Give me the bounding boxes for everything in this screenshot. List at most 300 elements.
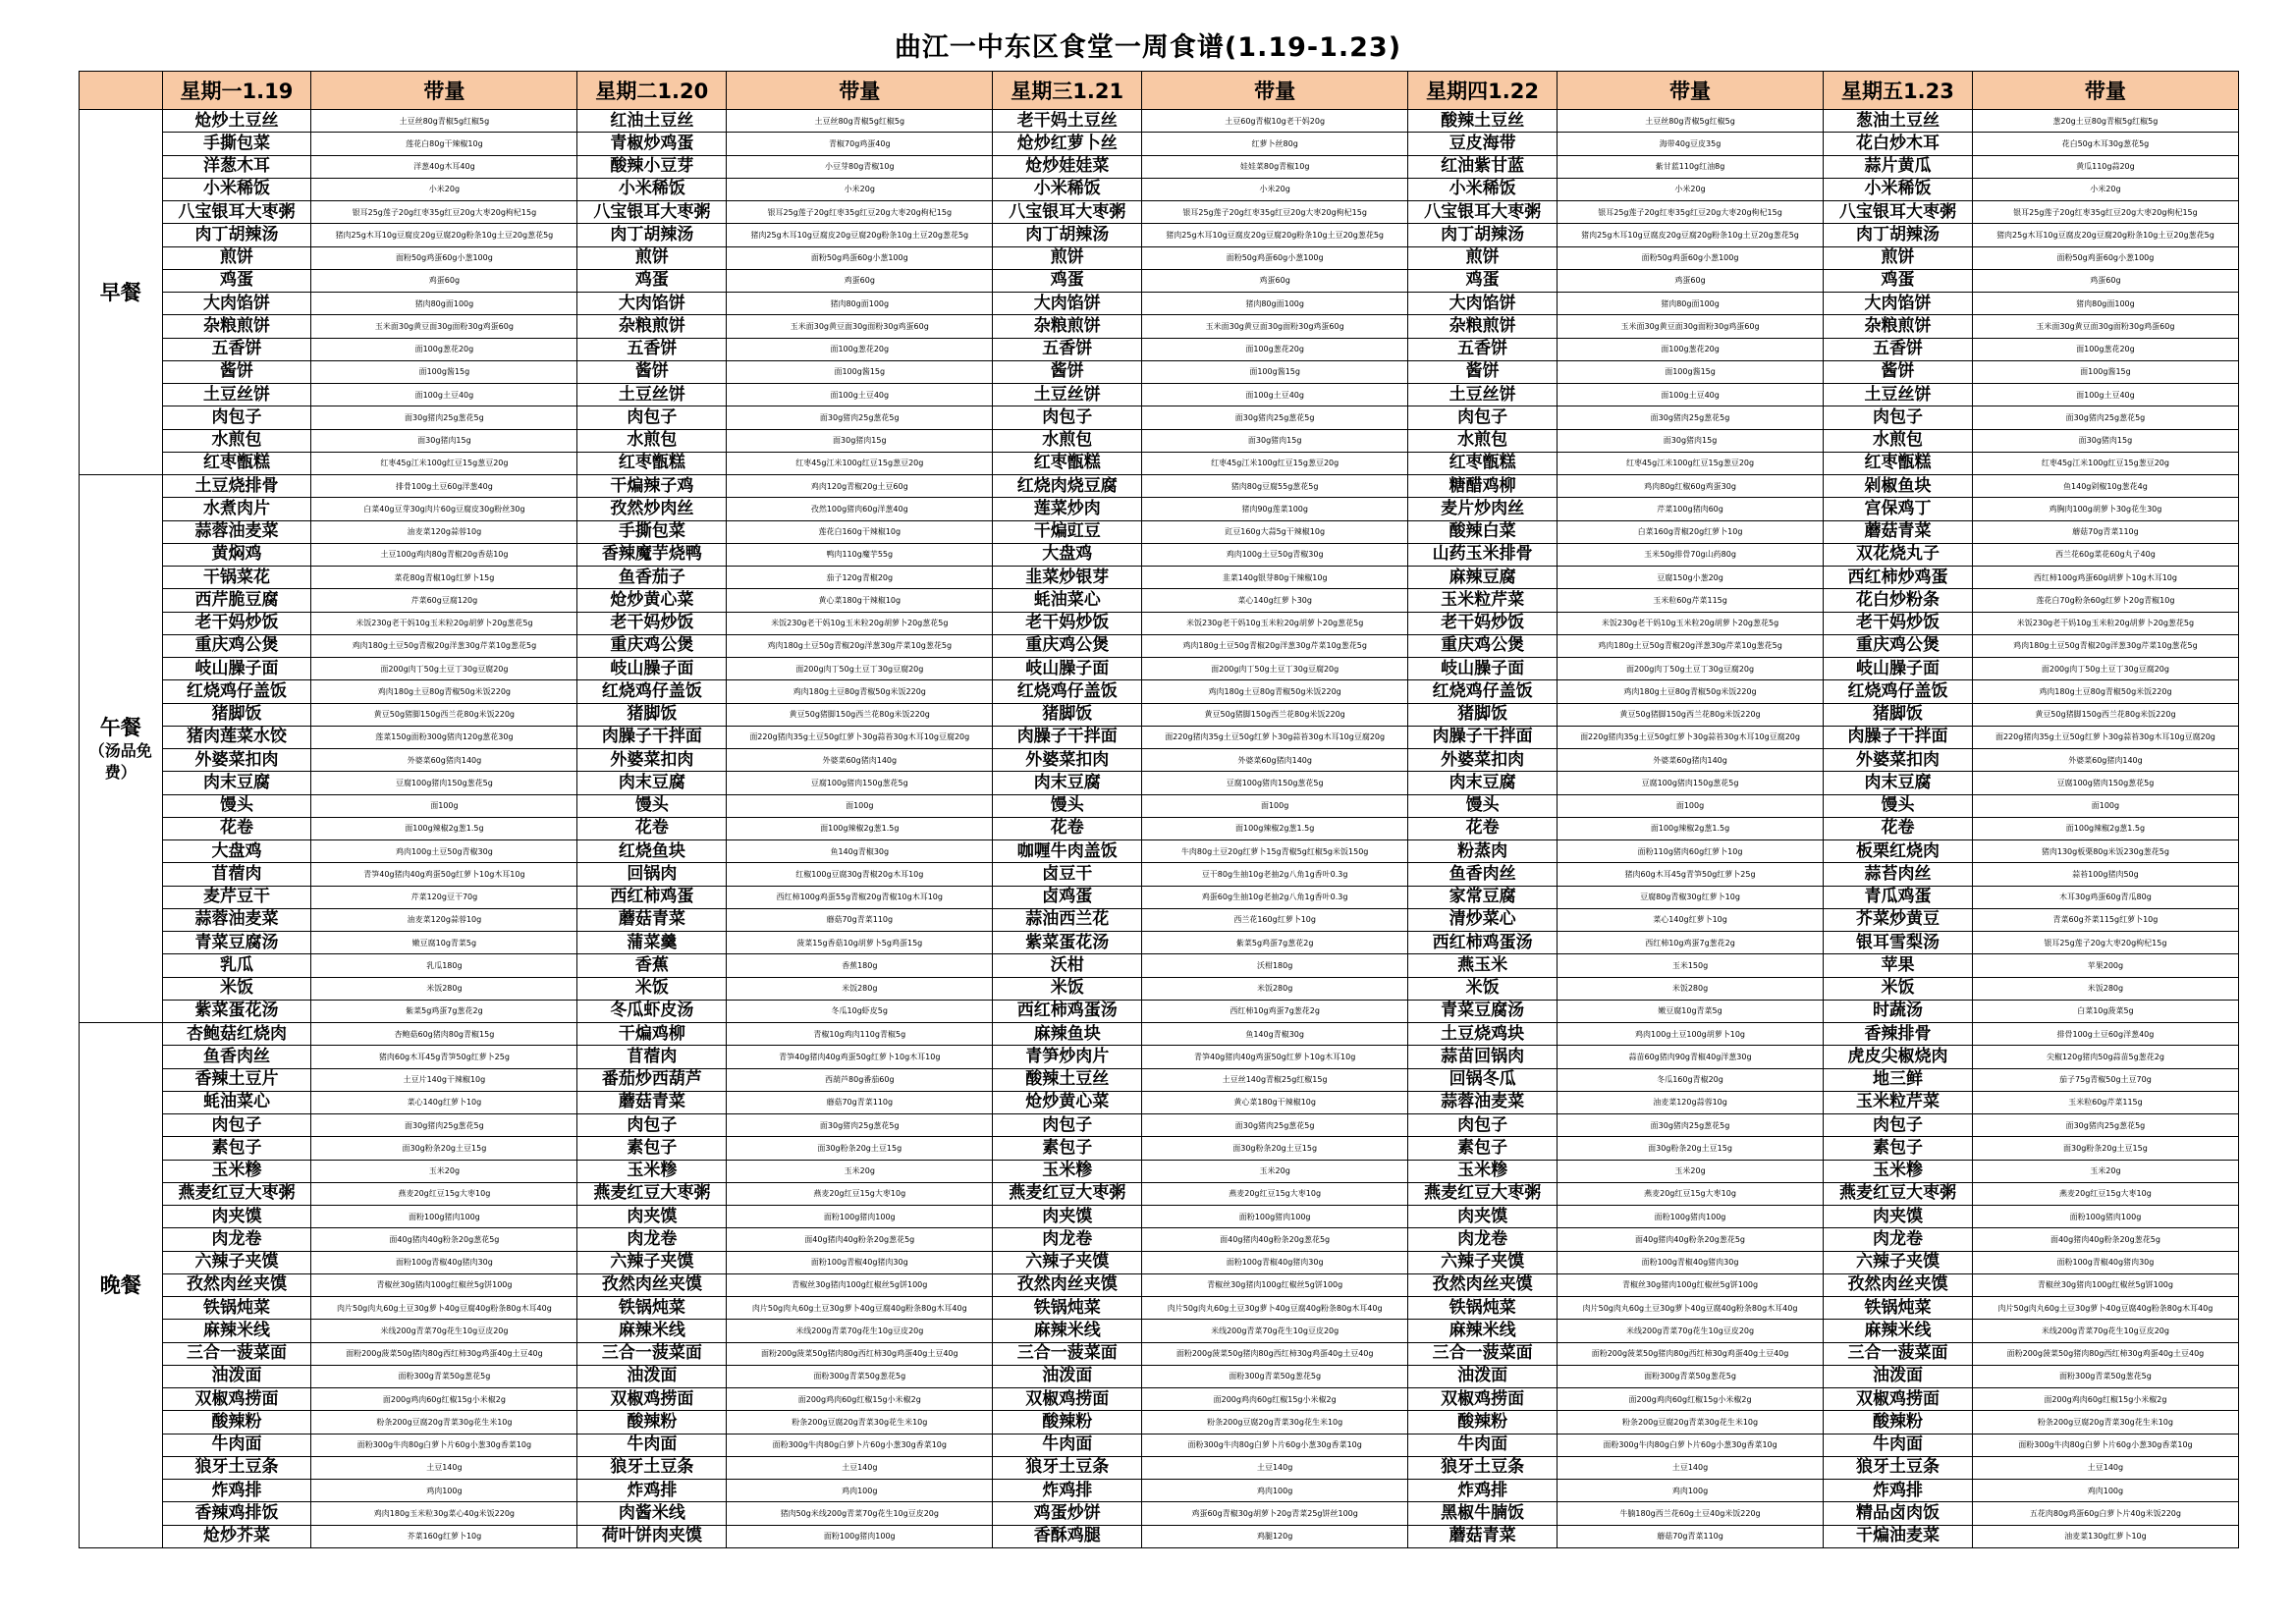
dish-quantity: 玉米20g	[1557, 1160, 1823, 1182]
dish-name: 西红柿鸡蛋汤	[1408, 932, 1558, 954]
dish-name: 香辣魔芋烧鸭	[577, 543, 727, 566]
dish-quantity: 面粉100g猪肉100g	[1557, 1206, 1823, 1228]
dish-quantity: 米饭280g	[727, 977, 993, 1000]
dish-quantity: 西红柿10g鸡蛋7g葱花2g	[1557, 932, 1823, 954]
header-row	[80, 72, 2239, 110]
dish-quantity: 鸡肉180g土豆50g青椒20g洋葱30g芹菜10g葱花5g	[311, 634, 577, 657]
dish-quantity: 鸡肉180g土豆50g青椒20g洋葱30g芹菜10g葱花5g	[1142, 634, 1408, 657]
dish-quantity: 玉米20g	[727, 1160, 993, 1182]
dish-quantity: 冬瓜10g虾皮5g	[727, 1000, 993, 1022]
dish-quantity: 猪肉80g面100g	[1142, 293, 1408, 315]
dish-quantity: 莲花白80g干辣椒10g	[311, 133, 577, 155]
dish-name: 燕玉米	[1408, 954, 1558, 977]
dish-quantity: 葱20g土豆80g青椒5g红椒5g	[1972, 110, 2238, 133]
dish-name: 狼牙土豆条	[162, 1456, 311, 1479]
dish-name: 咖喱牛肉盖饭	[993, 840, 1142, 863]
menu-row	[80, 1388, 2239, 1411]
dish-quantity: 黄豆50g猪脚150g西兰花80g米饭220g	[1142, 703, 1408, 726]
dish-quantity: 菜花80g青椒10g红萝卜15g	[311, 567, 577, 589]
dish-quantity: 土豆丝80g青椒5g红椒5g	[727, 110, 993, 133]
dish-quantity: 豆腐150g小葱20g	[1557, 567, 1823, 589]
dish-name: 西芹脆豆腐	[162, 589, 311, 612]
dish-name: 馒头	[993, 794, 1142, 817]
dish-quantity: 冬瓜160g青椒20g	[1557, 1068, 1823, 1091]
dish-name: 油泼面	[162, 1365, 311, 1387]
menu-row	[80, 1023, 2239, 1046]
dish-quantity: 面40g猪肉40g粉条20g葱花5g	[311, 1228, 577, 1251]
dish-quantity: 猪肉80g面100g	[727, 293, 993, 315]
header-qty-3: 带量	[1142, 72, 1408, 110]
dish-name: 酸辣土豆丝	[993, 1068, 1142, 1091]
dish-quantity: 面粉100g猪肉100g	[727, 1206, 993, 1228]
dish-name: 炸鸡排	[1408, 1480, 1558, 1502]
dish-name: 炝炒土豆丝	[162, 110, 311, 133]
dish-quantity: 青笋40g猪肉40g鸡蛋50g红萝卜10g木耳10g	[1142, 1046, 1408, 1068]
dish-name: 青瓜鸡蛋	[1824, 886, 1973, 908]
dish-quantity: 面200g鸡肉60g红椒15g小米椒2g	[311, 1388, 577, 1411]
dish-quantity: 面30g粉条20g土豆15g	[1142, 1137, 1408, 1160]
dish-name: 西红柿鸡蛋	[577, 886, 727, 908]
menu-row	[80, 886, 2239, 908]
dish-name: 干煸油麦菜	[1824, 1525, 1973, 1547]
dish-name: 麻辣米线	[577, 1320, 727, 1342]
dish-quantity: 红萝卜丝80g	[1142, 133, 1408, 155]
menu-row	[80, 1456, 2239, 1479]
dish-quantity: 面100g土豆40g	[727, 384, 993, 406]
menu-row	[80, 543, 2239, 566]
dish-quantity: 黄心菜180g干辣椒10g	[1142, 1091, 1408, 1113]
dish-quantity: 牛腩180g西兰花60g土豆40g米饭220g	[1557, 1502, 1823, 1525]
dish-name: 猪脚饭	[162, 703, 311, 726]
dish-name: 肉丁胡辣汤	[1824, 224, 1973, 246]
dish-name: 土豆丝饼	[993, 384, 1142, 406]
dish-name: 杂粮煎饼	[1408, 315, 1558, 338]
header-qty-1: 带量	[311, 72, 577, 110]
menu-row	[80, 1068, 2239, 1091]
dish-name: 煎饼	[162, 246, 311, 269]
dish-name: 老干妈炒饭	[1408, 612, 1558, 634]
dish-name: 香辣土豆片	[162, 1068, 311, 1091]
menu-row	[80, 1502, 2239, 1525]
dish-quantity: 银耳25g莲子20g红枣35g红豆20g大枣20g枸杞15g	[311, 201, 577, 224]
dish-quantity: 茄子120g青椒20g	[727, 567, 993, 589]
dish-name: 酸辣粉	[577, 1411, 727, 1434]
dish-quantity: 面100g土豆40g	[1557, 384, 1823, 406]
dish-name: 水煮肉片	[162, 498, 311, 520]
dish-quantity: 鸡肉180g玉米粒30g菜心40g米饭220g	[311, 1502, 577, 1525]
dish-quantity: 面粉300g青菜50g葱花5g	[727, 1365, 993, 1387]
dish-name: 肉龙卷	[162, 1228, 311, 1251]
dish-name: 狼牙土豆条	[1824, 1456, 1973, 1479]
dish-quantity: 面粉50g鸡蛋60g小葱100g	[1142, 246, 1408, 269]
dish-name: 外婆菜扣肉	[162, 749, 311, 772]
dish-name: 荷叶饼肉夹馍	[577, 1525, 727, 1547]
dish-name: 剁椒鱼块	[1824, 475, 1973, 498]
dish-quantity: 鸡蛋60g	[311, 269, 577, 292]
dish-quantity: 面30g猪肉25g葱花5g	[1557, 1114, 1823, 1137]
dish-name: 香酥鸡腿	[993, 1525, 1142, 1547]
dish-quantity: 面40g猪肉40g粉条20g葱花5g	[727, 1228, 993, 1251]
dish-name: 牛肉面	[577, 1434, 727, 1456]
dish-name: 素包子	[993, 1137, 1142, 1160]
dish-quantity: 青笋40g猪肉40g鸡蛋50g红萝卜10g木耳10g	[311, 863, 577, 886]
dish-quantity: 面30g猪肉15g	[1557, 429, 1823, 452]
dish-quantity: 蘑菇70g青菜110g	[1557, 1525, 1823, 1547]
dish-quantity: 肉片50g肉丸60g土豆30g萝卜40g豆腐40g粉条80g木耳40g	[1557, 1297, 1823, 1320]
dish-name: 紫菜蛋花汤	[993, 932, 1142, 954]
dish-name: 猪脚饭	[1408, 703, 1558, 726]
dish-quantity: 面30g猪肉25g葱花5g	[1557, 406, 1823, 429]
dish-quantity: 芥菜160g红萝卜10g	[311, 1525, 577, 1547]
dish-quantity: 面30g猪肉25g葱花5g	[311, 1114, 577, 1137]
dish-quantity: 土豆丝80g青椒5g红椒5g	[311, 110, 577, 133]
menu-row	[80, 475, 2239, 498]
dish-name: 煎饼	[1824, 246, 1973, 269]
dish-quantity: 洋葱40g木耳40g	[311, 155, 577, 178]
dish-name: 肉夹馍	[1408, 1206, 1558, 1228]
dish-name: 铁锅炖菜	[993, 1297, 1142, 1320]
dish-name: 炝炒娃娃菜	[993, 155, 1142, 178]
dish-name: 肉臊子干拌面	[1824, 726, 1973, 748]
menu-row	[80, 224, 2239, 246]
dish-quantity: 西葫芦80g番茄60g	[727, 1068, 993, 1091]
dish-quantity: 海带40g豆皮35g	[1557, 133, 1823, 155]
dish-name: 三合一菠菜面	[993, 1342, 1142, 1365]
dish-quantity: 玉米150g	[1557, 954, 1823, 977]
dish-name: 杂粮煎饼	[162, 315, 311, 338]
dish-name: 玉米粒芹菜	[1824, 1091, 1973, 1113]
dish-quantity: 豆腐100g猪肉150g葱花5g	[1142, 772, 1408, 794]
weekly-menu-table	[79, 71, 2239, 1548]
dish-name: 红枣甑糕	[993, 452, 1142, 474]
dish-name: 芥菜炒黄豆	[1824, 908, 1973, 931]
dish-name: 粉蒸肉	[1408, 840, 1558, 863]
dish-quantity: 红枣45g江米100g红豆15g葱豆20g	[1142, 452, 1408, 474]
dish-name: 小米稀饭	[577, 178, 727, 200]
dish-quantity: 土豆140g	[1142, 1456, 1408, 1479]
menu-row	[80, 178, 2239, 200]
dish-name: 五香饼	[162, 338, 311, 360]
dish-name: 燕麦红豆大枣粥	[1824, 1182, 1973, 1205]
dish-name: 燕麦红豆大枣粥	[162, 1182, 311, 1205]
dish-name: 六辣子夹馍	[1408, 1251, 1558, 1273]
dish-name: 铁锅炖菜	[577, 1297, 727, 1320]
dish-quantity: 豆腐100g猪肉150g葱花5g	[727, 772, 993, 794]
dish-quantity: 米线200g青菜70g花生10g豆皮20g	[311, 1320, 577, 1342]
dish-quantity: 外婆菜60g猪肉140g	[311, 749, 577, 772]
dish-quantity: 豇豆160g大蒜5g干辣椒10g	[1142, 520, 1408, 543]
dish-name: 大肉馅饼	[162, 293, 311, 315]
dish-name: 黑椒牛腩饭	[1408, 1502, 1558, 1525]
dish-quantity: 面粉300g牛肉80g白萝卜片60g小葱30g香菜10g	[311, 1434, 577, 1456]
dish-quantity: 黄豆50g猪脚150g西兰花80g米饭220g	[311, 703, 577, 726]
dish-quantity: 猪肉130g板栗80g米饭230g葱花5g	[1972, 840, 2238, 863]
dish-quantity: 米线200g青菜70g花生10g豆皮20g	[727, 1320, 993, 1342]
dish-quantity: 面粉100g青椒40g猪肉30g	[727, 1251, 993, 1273]
dish-name: 肉包子	[577, 406, 727, 429]
dish-quantity: 面40g猪肉40g粉条20g葱花5g	[1142, 1228, 1408, 1251]
menu-row	[80, 863, 2239, 886]
dish-quantity: 小米20g	[311, 178, 577, 200]
dish-name: 蒜油西兰花	[993, 908, 1142, 931]
dish-quantity: 鸡肉100g土豆100g胡萝卜10g	[1557, 1023, 1823, 1046]
dish-name: 玉米糁	[993, 1160, 1142, 1182]
dish-quantity: 土豆140g	[1972, 1456, 2238, 1479]
dish-name: 燕麦红豆大枣粥	[577, 1182, 727, 1205]
header-day-1: 星期一1.19	[162, 72, 311, 110]
dish-name: 花卷	[577, 817, 727, 839]
dish-name: 八宝银耳大枣粥	[1408, 201, 1558, 224]
dish-quantity: 鸭肉110g魔芋55g	[727, 543, 993, 566]
dish-name: 八宝银耳大枣粥	[1824, 201, 1973, 224]
dish-quantity: 米饭280g	[1557, 977, 1823, 1000]
dish-quantity: 面100g葱花20g	[1972, 338, 2238, 360]
dish-quantity: 面30g粉条20g土豆15g	[311, 1137, 577, 1160]
dish-name: 岐山臊子面	[162, 658, 311, 680]
dish-quantity: 鸡肉100g	[1557, 1480, 1823, 1502]
dish-quantity: 鸡肉100g	[1972, 1480, 2238, 1502]
dish-name: 炸鸡排	[162, 1480, 311, 1502]
dish-quantity: 蘑菇70g青菜110g	[727, 908, 993, 931]
dish-name: 肉臊子干拌面	[993, 726, 1142, 748]
menu-row	[80, 908, 2239, 931]
dish-name: 双椒鸡捞面	[1408, 1388, 1558, 1411]
menu-row	[80, 680, 2239, 703]
dish-name: 干煸鸡柳	[577, 1023, 727, 1046]
dish-name: 肉酱米线	[577, 1502, 727, 1525]
dish-name: 馒头	[162, 794, 311, 817]
dish-name: 家常豆腐	[1408, 886, 1558, 908]
dish-name: 红烧肉烧豆腐	[993, 475, 1142, 498]
dish-quantity: 鱼140g青椒30g	[727, 840, 993, 863]
dish-quantity: 红枣45g江米100g红豆15g葱豆20g	[1972, 452, 2238, 474]
dish-quantity: 黄豆50g猪脚150g西兰花80g米饭220g	[1557, 703, 1823, 726]
dish-name: 红枣甑糕	[577, 452, 727, 474]
dish-name: 麻辣米线	[1408, 1320, 1558, 1342]
dish-quantity: 面200g鸡肉60g红椒15g小米椒2g	[727, 1388, 993, 1411]
dish-quantity: 面100g辣椒2g葱1.5g	[1142, 817, 1408, 839]
dish-quantity: 黄心菜180g干辣椒10g	[727, 589, 993, 612]
dish-quantity: 土豆60g青椒10g老干妈20g	[1142, 110, 1408, 133]
dish-quantity: 面粉50g鸡蛋60g小葱100g	[311, 246, 577, 269]
dish-quantity: 面100g土豆40g	[311, 384, 577, 406]
dish-name: 老干妈炒饭	[577, 612, 727, 634]
menu-row	[80, 315, 2239, 338]
dish-quantity: 蘑菇70g青菜110g	[1972, 520, 2238, 543]
dish-name: 鸡蛋炒饼	[993, 1502, 1142, 1525]
dish-name: 玉米糁	[162, 1160, 311, 1182]
dish-quantity: 韭菜140g银芽80g干辣椒10g	[1142, 567, 1408, 589]
menu-row	[80, 1046, 2239, 1068]
dish-name: 肉丁胡辣汤	[1408, 224, 1558, 246]
dish-name: 馒头	[1408, 794, 1558, 817]
dish-name: 酸辣小豆芽	[577, 155, 727, 178]
dish-quantity: 面220g猪肉35g土豆50g红萝卜30g蒜苔30g木耳10g豆腐20g	[1557, 726, 1823, 748]
dish-quantity: 玉米面30g黄豆面30g面粉30g鸡蛋60g	[1557, 315, 1823, 338]
dish-name: 红烧鸡仔盖饭	[162, 680, 311, 703]
dish-quantity: 小米20g	[1142, 178, 1408, 200]
menu-row	[80, 1320, 2239, 1342]
dish-name: 酱饼	[162, 360, 311, 383]
dish-quantity: 面粉200g菠菜50g猪肉80g西红柿30g鸡蛋40g土豆40g	[727, 1342, 993, 1365]
dish-name: 六辣子夹馍	[1824, 1251, 1973, 1273]
dish-quantity: 面100g酱15g	[311, 360, 577, 383]
menu-row	[80, 1228, 2239, 1251]
dish-quantity: 玉米粒60g芹菜115g	[1972, 1091, 2238, 1113]
dish-quantity: 银耳25g莲子20g红枣35g红豆20g大枣20g枸杞15g	[727, 201, 993, 224]
dish-quantity: 面粉300g青菜50g葱花5g	[1972, 1365, 2238, 1387]
dish-name: 燕麦红豆大枣粥	[993, 1182, 1142, 1205]
menu-row	[80, 1091, 2239, 1113]
dish-name: 肉夹馍	[577, 1206, 727, 1228]
dish-name: 猪脚饭	[1824, 703, 1973, 726]
dish-name: 山药玉米排骨	[1408, 543, 1558, 566]
dish-quantity: 青笋40g猪肉40g鸡蛋50g红萝卜10g木耳10g	[727, 1046, 993, 1068]
menu-row	[80, 1182, 2239, 1205]
dish-name: 西红柿鸡蛋汤	[993, 1000, 1142, 1022]
dish-name: 土豆丝饼	[1824, 384, 1973, 406]
dish-quantity: 排骨100g土豆60g洋葱40g	[311, 475, 577, 498]
dish-name: 手撕包菜	[162, 133, 311, 155]
dish-quantity: 豆腐100g猪肉150g葱花5g	[311, 772, 577, 794]
dish-quantity: 豆腐80g青椒30g红萝卜10g	[1557, 886, 1823, 908]
dish-name: 红烧鸡仔盖饭	[577, 680, 727, 703]
dish-quantity: 茄子75g青椒50g土豆70g	[1972, 1068, 2238, 1091]
dish-quantity: 玉米面30g黄豆面30g面粉30g鸡蛋60g	[1972, 315, 2238, 338]
dish-name: 六辣子夹馍	[993, 1251, 1142, 1273]
dish-quantity: 豆腐100g猪肉150g葱花5g	[1557, 772, 1823, 794]
menu-row	[80, 1206, 2239, 1228]
dish-name: 铁锅炖菜	[162, 1297, 311, 1320]
page-title: 曲江一中东区食堂一周食谱(1.19-1.23)	[894, 32, 1402, 63]
dish-name: 小米稀饭	[1824, 178, 1973, 200]
dish-quantity: 面粉300g牛肉80g白萝卜片60g小葱30g香菜10g	[1557, 1434, 1823, 1456]
dish-name: 五香饼	[993, 338, 1142, 360]
menu-row	[80, 1480, 2239, 1502]
dish-name: 素包子	[162, 1137, 311, 1160]
dish-name: 青笋炒肉片	[993, 1046, 1142, 1068]
menu-row	[80, 293, 2239, 315]
dish-quantity: 面200g肉丁50g土豆丁30g豆腐20g	[311, 658, 577, 680]
dish-name: 炸鸡排	[993, 1480, 1142, 1502]
dish-quantity: 土豆片140g干辣椒10g	[311, 1068, 577, 1091]
dish-quantity: 紫菜5g鸡蛋7g葱花2g	[1142, 932, 1408, 954]
dish-quantity: 红枣45g江米100g红豆15g葱豆20g	[1557, 452, 1823, 474]
dish-name: 时蔬汤	[1824, 1000, 1973, 1022]
dish-quantity: 苹果200g	[1972, 954, 2238, 977]
dish-quantity: 油麦菜120g蒜蓉10g	[1557, 1091, 1823, 1113]
menu-row	[80, 658, 2239, 680]
dish-name: 蘑菇青菜	[1408, 1525, 1558, 1547]
dish-quantity: 菠菜15g香菇10g胡萝卜5g鸡蛋15g	[727, 932, 993, 954]
dish-name: 孜然炒肉丝	[577, 498, 727, 520]
dish-name: 肉包子	[993, 406, 1142, 429]
dish-name: 麻辣米线	[1824, 1320, 1973, 1342]
dish-name: 老干妈土豆丝	[993, 110, 1142, 133]
menu-row	[80, 201, 2239, 224]
dish-quantity: 猪肉25g木耳10g豆腐皮20g豆腐20g粉条10g土豆20g葱花5g	[727, 224, 993, 246]
dish-name: 杂粮煎饼	[577, 315, 727, 338]
dish-quantity: 玉米面30g黄豆面30g面粉30g鸡蛋60g	[311, 315, 577, 338]
menu-row	[80, 452, 2239, 474]
dish-quantity: 面220g猪肉35g土豆50g红萝卜30g蒜苔30g木耳10g豆腐20g	[1972, 726, 2238, 748]
header-day-5: 星期五1.23	[1824, 72, 1973, 110]
dish-quantity: 猪肉25g木耳10g豆腐皮20g豆腐20g粉条10g土豆20g葱花5g	[311, 224, 577, 246]
menu-row	[80, 703, 2239, 726]
dish-name: 鸡蛋	[993, 269, 1142, 292]
dish-quantity: 面粉100g猪肉100g	[1142, 1206, 1408, 1228]
meal-label	[80, 110, 163, 475]
dish-name: 铁锅炖菜	[1824, 1297, 1973, 1320]
dish-quantity: 鸡肉180g土豆50g青椒20g洋葱30g芹菜10g葱花5g	[727, 634, 993, 657]
dish-quantity: 粉条200g豆腐20g青菜30g花生米10g	[1972, 1411, 2238, 1434]
dish-quantity: 油麦菜120g蒜蓉10g	[311, 908, 577, 931]
dish-name: 岐山臊子面	[577, 658, 727, 680]
dish-quantity: 面粉50g鸡蛋60g小葱100g	[727, 246, 993, 269]
dish-name: 重庆鸡公煲	[993, 634, 1142, 657]
dish-quantity: 芹菜60g豆腐120g	[311, 589, 577, 612]
dish-quantity: 五花肉80g鸡蛋60g白萝卜片40g米饭220g	[1972, 1502, 2238, 1525]
menu-row	[80, 794, 2239, 817]
dish-name: 八宝银耳大枣粥	[993, 201, 1142, 224]
dish-name: 外婆菜扣肉	[577, 749, 727, 772]
dish-quantity: 面100g葱花20g	[1142, 338, 1408, 360]
dish-name: 酸辣白菜	[1408, 520, 1558, 543]
dish-quantity: 米饭230g老干妈10g玉米粒20g胡萝卜20g葱花5g	[1557, 612, 1823, 634]
dish-name: 素包子	[577, 1137, 727, 1160]
dish-name: 苹果	[1824, 954, 1973, 977]
dish-name: 麻辣米线	[993, 1320, 1142, 1342]
dish-name: 酱饼	[577, 360, 727, 383]
dish-name: 花卷	[1408, 817, 1558, 839]
dish-name: 苜蓿肉	[162, 863, 311, 886]
dish-name: 鱼香茄子	[577, 567, 727, 589]
dish-quantity: 面200g肉丁50g土豆丁30g豆腐20g	[727, 658, 993, 680]
dish-name: 花白炒木耳	[1824, 133, 1973, 155]
dish-name: 炝炒黄心菜	[993, 1091, 1142, 1113]
dish-name: 宫保鸡丁	[1824, 498, 1973, 520]
dish-quantity: 面粉300g牛肉80g白萝卜片60g小葱30g香菜10g	[1142, 1434, 1408, 1456]
dish-quantity: 菜心140g红萝卜30g	[1142, 589, 1408, 612]
dish-name: 红烧鸡仔盖饭	[993, 680, 1142, 703]
dish-quantity: 面100g辣椒2g葱1.5g	[727, 817, 993, 839]
dish-quantity: 牛肉80g土豆20g红萝卜15g青椒5g红椒5g米饭150g	[1142, 840, 1408, 863]
dish-name: 酸辣土豆丝	[1408, 110, 1558, 133]
dish-quantity: 面100g土豆40g	[1142, 384, 1408, 406]
dish-quantity: 小米20g	[727, 178, 993, 200]
dish-name: 花卷	[1824, 817, 1973, 839]
dish-name: 水煎包	[577, 429, 727, 452]
dish-name: 玉米粒芹菜	[1408, 589, 1558, 612]
dish-quantity: 尖椒120g猪肉50g蒜苗5g葱花2g	[1972, 1046, 2238, 1068]
dish-quantity: 面粉110g猪肉60g红萝卜10g	[1557, 840, 1823, 863]
dish-name: 苜蓿肉	[577, 1046, 727, 1068]
dish-quantity: 面粉200g菠菜50g猪肉80g西红柿30g鸡蛋40g土豆40g	[1142, 1342, 1408, 1365]
dish-quantity: 面30g猪肉25g葱花5g	[1142, 1114, 1408, 1137]
header-qty-4: 带量	[1557, 72, 1823, 110]
dish-name: 韭菜炒银芽	[993, 567, 1142, 589]
dish-name: 麻辣豆腐	[1408, 567, 1558, 589]
dish-quantity: 鸡胸肉100g胡萝卜30g花生30g	[1972, 498, 2238, 520]
dish-quantity: 面30g猪肉15g	[311, 429, 577, 452]
dish-name: 鱼香肉丝	[162, 1046, 311, 1068]
dish-name: 八宝银耳大枣粥	[577, 201, 727, 224]
dish-quantity: 青椒丝30g猪肉100g红椒丝5g饼100g	[311, 1273, 577, 1296]
dish-quantity: 杏鲍菇60g猪肉80g青椒15g	[311, 1023, 577, 1046]
dish-name: 大肉馅饼	[577, 293, 727, 315]
dish-name: 大肉馅饼	[1408, 293, 1558, 315]
dish-name: 肉夹馍	[162, 1206, 311, 1228]
